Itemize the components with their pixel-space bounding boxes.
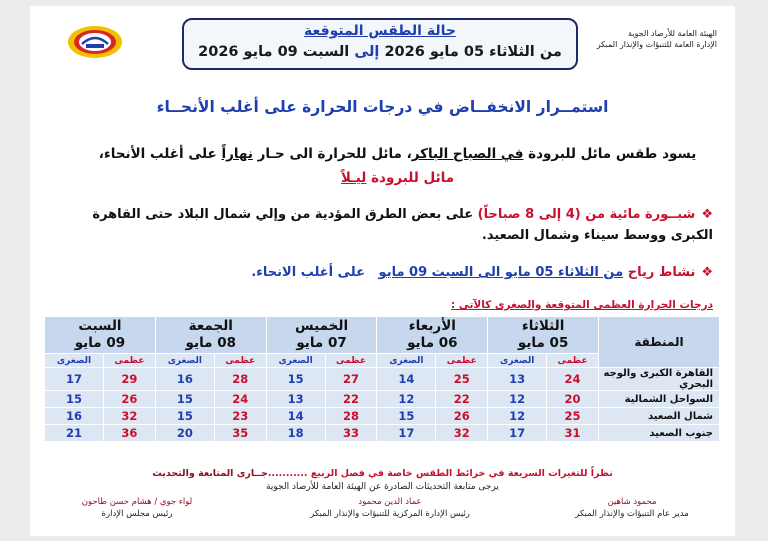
headline: استمــرار الانخفــاض في درجات الحرارة على أغلب الأنحــاء	[156, 98, 609, 116]
update-notice: نظراً للتغيرات السريعة في خرائط الطقس خاصة في فصل الربيع ...........جــارى المتابعة والتحديث	[152, 468, 613, 479]
temperature-table	[44, 316, 720, 442]
min-label: الصغرى	[377, 354, 436, 368]
max-label: عظمى	[214, 354, 266, 368]
day-header: الثلاثاء 05 مايو	[488, 317, 599, 354]
signature-block: محمود شاهين مدير عام التنبؤات والإنذار المبكر	[575, 497, 689, 519]
day-header: الأربعاء 06 مايو	[377, 317, 488, 354]
day-header: الخميس 07 مايو	[266, 317, 377, 354]
table-row: شمال الصعيد 25 12 26 15 28 14 23 15 32 16	[45, 408, 720, 425]
wind-warning: ❖نشاط رياح من الثلاثاء 05 مايو الى السبت 09 مايو على أغلب الانحاء.	[251, 265, 713, 280]
forecast-period: من الثلاثاء 05 مايو 2026 إلى السبت 09 مايو 2026	[198, 44, 562, 60]
table-row: جنوب الصعيد 31 17 32 17 33 18 35 20 36 21	[45, 425, 720, 442]
day-header: الجمعة 08 مايو	[155, 317, 266, 354]
follow-updates-note: يرجى متابعة التحديثات الصادرة عن الهيئة العامة للأرصاد الجوية	[266, 482, 499, 492]
weather-summary: يسود طقس مائل للبرودة في الصباح الباكر، مائل للحرارة الى حـار نهاراً على أغلب الأنحاء، مائل للبرودة ليـلاً	[98, 146, 697, 186]
max-label: عظمى	[325, 354, 377, 368]
table-row: السواحل الشمالية 20 12 22 12 22 13 24 15 26 15	[45, 391, 720, 408]
page-title: حالة الطقس المتوقعة	[304, 23, 456, 39]
min-label: الصغرى	[266, 354, 325, 368]
table-row: القاهرة الكبرى والوجه البحري 24 13 25 14 27 15 28 16 29 17	[45, 368, 720, 391]
max-label: عظمى	[436, 354, 488, 368]
organization-name: الهيئة العامة للأرصاد الجوية الإدارة العامة للتنبؤات والإنذار المبكر	[596, 29, 717, 49]
signature-block: عماد الدين محمود رئيس الإدارة المركزية للتنبؤات والإنذار المبكر	[310, 497, 470, 519]
title-box	[182, 18, 578, 70]
max-label: عظمى	[547, 354, 599, 368]
min-label: الصغرى	[45, 354, 104, 368]
meteorological-authority-logo	[66, 24, 124, 60]
fog-warning: ❖شبــورة مائية من (4 إلى 8 صباحاً) على بعض الطرق المؤدية من وإلي شمال البلاد حتى القاهرة الكبرى ووسط سيناء وشمال الصعيد.	[92, 207, 713, 243]
max-label: عظمى	[104, 354, 156, 368]
table-caption: درجات الحرارة العظمى المتوقعة والصغرى كالآتى :	[450, 299, 713, 311]
min-label: الصغرى	[488, 354, 547, 368]
bullet-mark-icon: ❖	[701, 265, 713, 280]
min-label: الصغرى	[155, 354, 214, 368]
bullet-mark-icon: ❖	[701, 207, 713, 222]
signature-block: لواء جوي / هشام حسن طاحون رئيس مجلس الإدارة	[81, 497, 193, 519]
day-header: السبت 09 مايو	[45, 317, 156, 354]
forecast-document	[30, 6, 735, 536]
region-header: المنطقة	[599, 317, 720, 368]
